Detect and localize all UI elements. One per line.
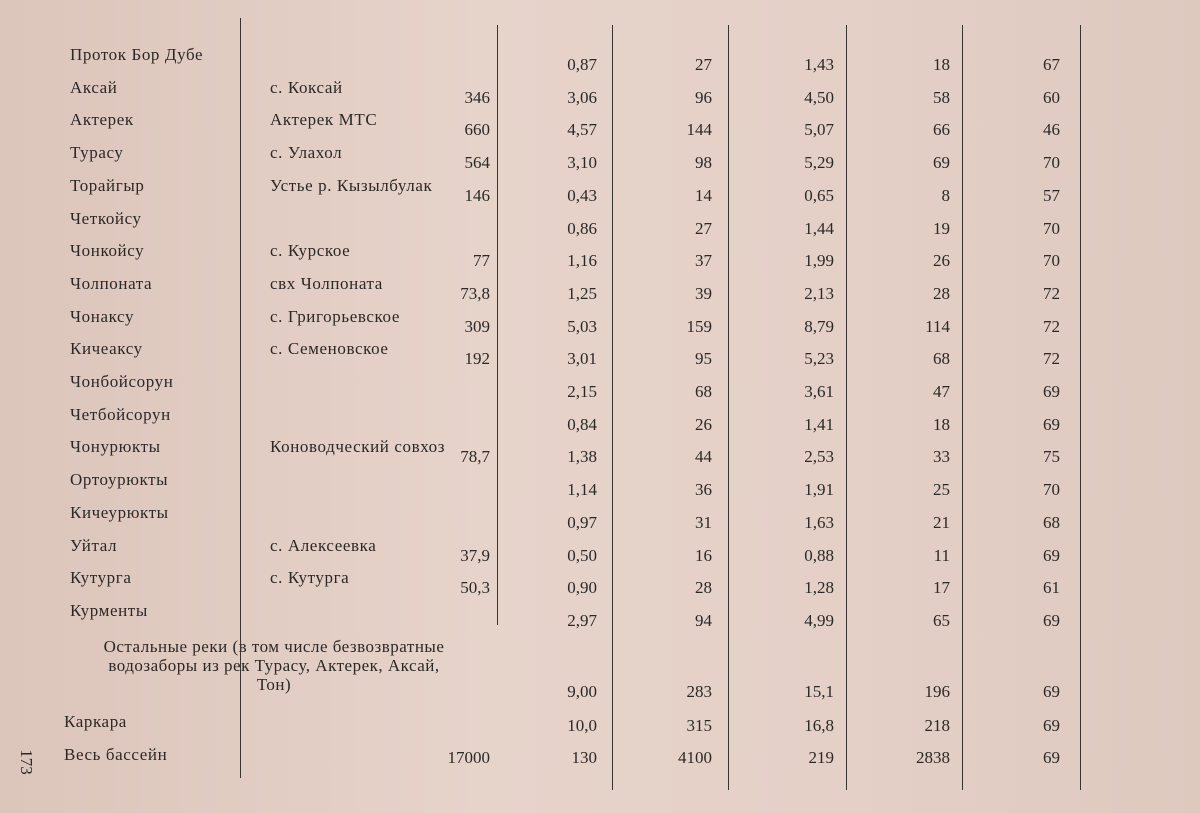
other-rivers-c4: 196 xyxy=(924,682,950,701)
row-area: 77 xyxy=(473,251,490,271)
karkara-c3: 16,8 xyxy=(804,716,834,735)
row-c4: 8 xyxy=(941,185,950,205)
page-number: 173 xyxy=(17,749,36,775)
row-c4: 19 xyxy=(933,218,950,238)
row-c2: 16 xyxy=(695,545,712,565)
row-c2: 28 xyxy=(695,578,712,598)
row-c5: 70 xyxy=(1043,153,1060,173)
row-c3: 1,63 xyxy=(804,512,834,532)
other-rivers-c2: 283 xyxy=(686,682,712,701)
row-name: Чонаксу xyxy=(70,306,135,326)
row-c3: 5,29 xyxy=(804,153,834,173)
row-name: Торайгыр xyxy=(70,175,145,195)
row-c5: 69 xyxy=(1043,414,1060,434)
column-divider xyxy=(612,25,613,790)
row-c4: 114 xyxy=(925,316,950,336)
row-c2: 36 xyxy=(695,480,712,500)
row-name: Уйтал xyxy=(70,535,118,555)
row-c2: 14 xyxy=(695,185,712,205)
row-name: Турасу xyxy=(70,143,124,163)
row-c1: 2,97 xyxy=(567,610,597,630)
row-area: 37,9 xyxy=(460,545,490,565)
row-area: 564 xyxy=(464,153,490,173)
row-name: Чонурюкты xyxy=(70,437,161,457)
row-c3: 2,13 xyxy=(804,283,834,303)
row-c4: 69 xyxy=(933,153,950,173)
row-c2: 95 xyxy=(695,349,712,369)
row-c2: 98 xyxy=(695,153,712,173)
column-divider xyxy=(497,25,498,625)
row-c1: 1,16 xyxy=(567,251,597,271)
row-name: Чолпоната xyxy=(70,273,153,293)
row-area: 309 xyxy=(464,316,490,336)
row-c2: 37 xyxy=(695,251,712,271)
row-location: Коноводческий совхоз xyxy=(270,437,446,457)
row-c2: 27 xyxy=(695,218,712,238)
row-c5: 57 xyxy=(1043,185,1060,205)
row-c3: 0,88 xyxy=(804,545,834,565)
total-c5: 69 xyxy=(1043,748,1060,767)
total-c4: 2838 xyxy=(916,748,950,767)
karkara-name: Каркара xyxy=(64,712,127,731)
row-c1: 5,03 xyxy=(567,316,597,336)
row-c4: 25 xyxy=(933,480,950,500)
row-location: с. Алексеевка xyxy=(270,535,377,555)
row-name: Четбойсорун xyxy=(70,404,171,424)
row-c3: 4,50 xyxy=(804,87,834,107)
row-area: 73,8 xyxy=(460,283,490,303)
row-area: 346 xyxy=(464,87,490,107)
row-name: Актерек xyxy=(70,110,134,130)
row-c4: 18 xyxy=(933,414,950,434)
row-area: 192 xyxy=(464,349,490,369)
row-c4: 11 xyxy=(933,545,950,565)
row-c1: 0,87 xyxy=(567,55,597,74)
total-c2: 4100 xyxy=(678,748,712,767)
karkara-c2: 315 xyxy=(686,716,712,735)
row-area: 660 xyxy=(464,120,490,140)
other-rivers-c3: 15,1 xyxy=(804,682,834,701)
row-c5: 75 xyxy=(1043,447,1060,467)
row-name: Кичеаксу xyxy=(70,339,143,359)
row-c2: 159 xyxy=(686,316,712,336)
row-c5: 46 xyxy=(1043,120,1060,140)
row-c5: 68 xyxy=(1043,512,1060,532)
row-c3: 5,07 xyxy=(804,120,834,140)
row-c4: 47 xyxy=(933,382,950,401)
row-c1: 0,97 xyxy=(567,512,597,532)
row-c4: 58 xyxy=(933,87,950,107)
row-name: Четкойсу xyxy=(70,208,142,228)
karkara-c5: 69 xyxy=(1043,716,1060,735)
row-c4: 21 xyxy=(933,512,950,532)
row-c5: 70 xyxy=(1043,251,1060,271)
row-c2: 26 xyxy=(695,414,712,434)
row-c4: 66 xyxy=(933,120,950,140)
other-rivers-c1: 9,00 xyxy=(567,682,597,701)
row-c2: 44 xyxy=(695,447,712,467)
row-c1: 2,15 xyxy=(567,382,597,401)
row-c5: 60 xyxy=(1043,87,1060,107)
row-c1: 3,01 xyxy=(567,349,597,369)
row-name: Чонбойсорун xyxy=(70,372,174,391)
total-c1: 130 xyxy=(571,748,597,767)
row-c4: 28 xyxy=(933,283,950,303)
column-divider xyxy=(962,25,963,790)
total-name: Весь бассейн xyxy=(64,745,168,764)
row-name: Ортоурюкты xyxy=(70,470,169,490)
row-c5: 72 xyxy=(1043,283,1060,303)
row-c1: 0,86 xyxy=(567,218,597,238)
row-c5: 67 xyxy=(1043,55,1060,74)
other-rivers-c5: 69 xyxy=(1043,682,1060,701)
row-location: с. Кутурга xyxy=(270,568,350,588)
row-c4: 18 xyxy=(933,55,950,74)
row-c2: 94 xyxy=(695,610,712,630)
row-c5: 69 xyxy=(1043,545,1060,565)
row-c2: 68 xyxy=(695,382,712,401)
total-c3: 219 xyxy=(808,748,834,767)
row-c3: 2,53 xyxy=(804,447,834,467)
row-name: Проток Бор Дубе xyxy=(70,45,204,64)
row-c4: 17 xyxy=(933,578,950,598)
column-divider xyxy=(1080,25,1081,790)
row-c3: 3,61 xyxy=(804,382,834,401)
other-rivers-label: Остальные реки (в том числе безвозвратные водозаборы из рек Турасу, Актерек, Аксай, Тон) xyxy=(103,637,445,694)
row-area: 50,3 xyxy=(460,578,490,598)
row-c2: 144 xyxy=(686,120,712,140)
row-c4: 26 xyxy=(933,251,950,271)
row-c3: 1,43 xyxy=(804,55,834,74)
row-c1: 4,57 xyxy=(567,120,597,140)
row-c1: 3,06 xyxy=(567,87,597,107)
row-area: 146 xyxy=(464,185,490,205)
row-c3: 1,91 xyxy=(804,480,834,500)
row-c4: 65 xyxy=(933,610,950,630)
row-c1: 1,38 xyxy=(567,447,597,467)
row-location: Устье р. Кызылбулак xyxy=(270,175,433,195)
row-c1: 1,25 xyxy=(567,283,597,303)
row-c3: 1,44 xyxy=(804,218,834,238)
row-c5: 70 xyxy=(1043,218,1060,238)
row-c1: 0,90 xyxy=(567,578,597,598)
column-divider xyxy=(846,25,847,790)
row-name: Чонкойсу xyxy=(70,241,145,261)
row-c2: 27 xyxy=(695,55,712,74)
row-c5: 70 xyxy=(1043,480,1060,500)
row-location: с. Курское xyxy=(270,241,351,261)
row-name: Кутурга xyxy=(70,568,132,588)
row-c5: 61 xyxy=(1043,578,1060,598)
row-c4: 33 xyxy=(933,447,950,467)
row-c1: 0,43 xyxy=(567,185,597,205)
row-c5: 72 xyxy=(1043,316,1060,336)
row-name: Курменты xyxy=(70,600,148,620)
row-area: 78,7 xyxy=(460,447,490,467)
column-divider xyxy=(728,25,729,790)
row-c1: 3,10 xyxy=(567,153,597,173)
row-c5: 69 xyxy=(1043,382,1060,401)
row-c4: 68 xyxy=(933,349,950,369)
row-location: с. Коксай xyxy=(270,77,343,97)
row-location: свх Чолпоната xyxy=(270,273,383,293)
row-location: с. Семеновское xyxy=(270,339,389,359)
row-c2: 31 xyxy=(695,512,712,532)
row-c2: 39 xyxy=(695,283,712,303)
row-c1: 0,84 xyxy=(567,414,597,434)
row-c3: 5,23 xyxy=(804,349,834,369)
row-name: Аксай xyxy=(70,77,118,97)
row-name: Кичеурюкты xyxy=(70,502,169,522)
row-location: с. Улахол xyxy=(270,143,343,163)
row-c3: 4,99 xyxy=(804,610,834,630)
karkara-c4: 218 xyxy=(924,716,950,735)
row-c5: 69 xyxy=(1043,610,1060,630)
row-c2: 96 xyxy=(695,87,712,107)
row-location: Актерек МТС xyxy=(270,110,378,130)
row-c1: 1,14 xyxy=(567,480,597,500)
row-c1: 0,50 xyxy=(567,545,597,565)
row-location: с. Григорьевское xyxy=(270,306,400,326)
row-c3: 1,99 xyxy=(804,251,834,271)
row-c3: 0,65 xyxy=(804,185,834,205)
total-area: 17000 xyxy=(447,748,490,767)
row-c3: 1,41 xyxy=(804,414,834,434)
row-c5: 72 xyxy=(1043,349,1060,369)
column-divider xyxy=(240,18,241,778)
row-c3: 1,28 xyxy=(804,578,834,598)
karkara-c1: 10,0 xyxy=(567,716,597,735)
row-c3: 8,79 xyxy=(804,316,834,336)
